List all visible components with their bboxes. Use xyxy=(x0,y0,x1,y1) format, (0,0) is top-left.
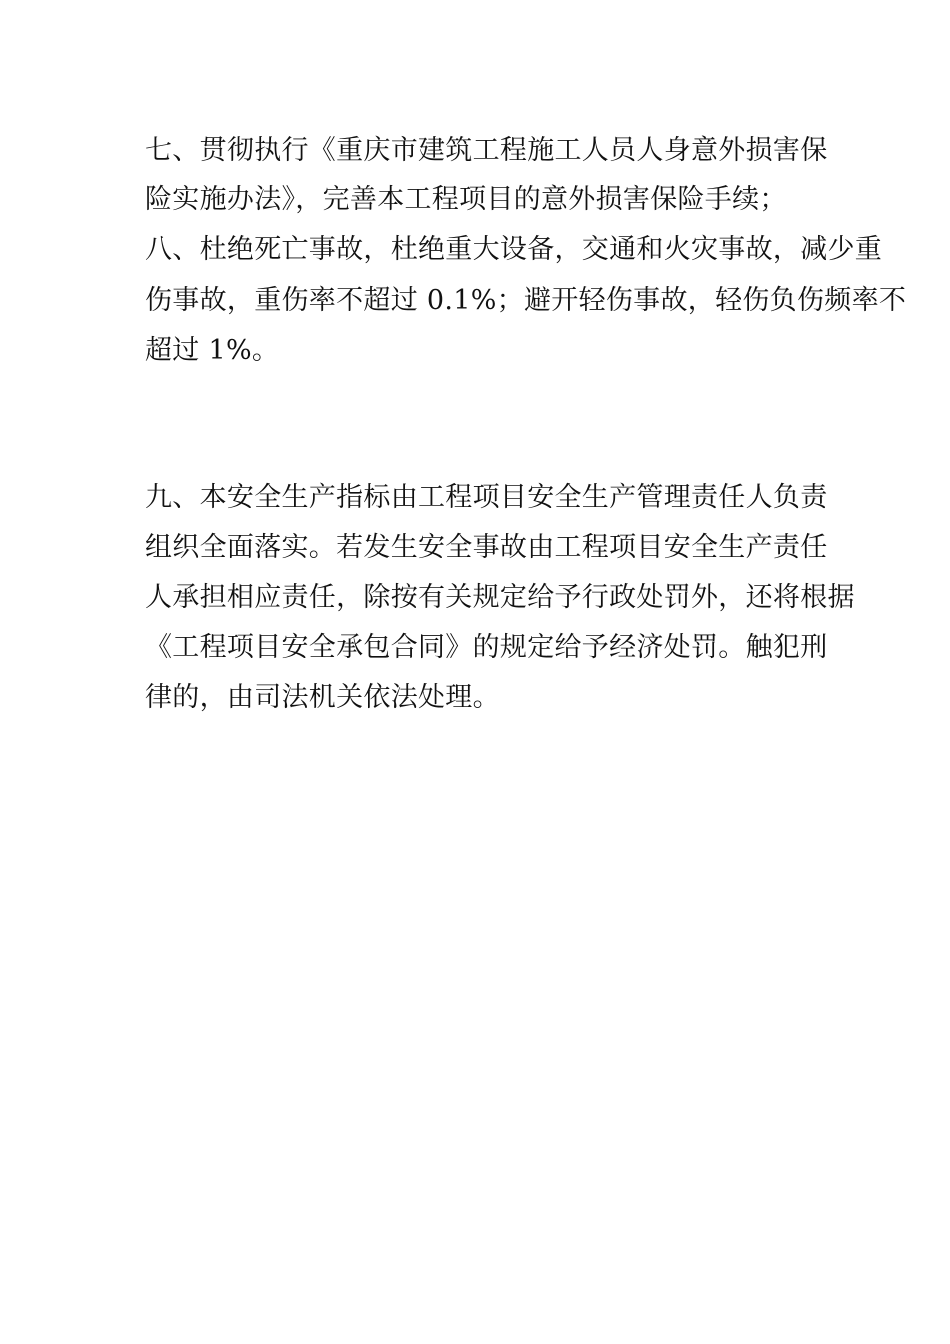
text-line: 律的，由司法机关依法处理。 xyxy=(145,682,500,713)
text-line: 八、杜绝死亡事故，杜绝重大设备，交通和火灾事故，减少重 xyxy=(145,234,883,265)
text-line: 《工程项目安全承包合同》的规定给予经济处罚。触犯刑 xyxy=(145,632,828,663)
text-line: 人承担相应责任，除按有关规定给予行政处罚外，还将根据 xyxy=(145,582,855,613)
text-line: 九、本安全生产指标由工程项目安全生产管理责任人负责 xyxy=(145,482,828,513)
text-line: 超过 1%。 xyxy=(145,335,280,366)
text-line: 组织全面落实。若发生安全事故由工程项目安全生产责任 xyxy=(145,532,828,563)
text-line: 险实施办法》，完善本工程项目的意外损害保险手续； xyxy=(145,184,787,215)
text-line: 七、贯彻执行《重庆市建筑工程施工人员人身意外损害保 xyxy=(145,135,828,166)
text-line: 伤事故，重伤率不超过 0.1%；避开轻伤事故，轻伤负伤频率不 xyxy=(145,285,907,316)
